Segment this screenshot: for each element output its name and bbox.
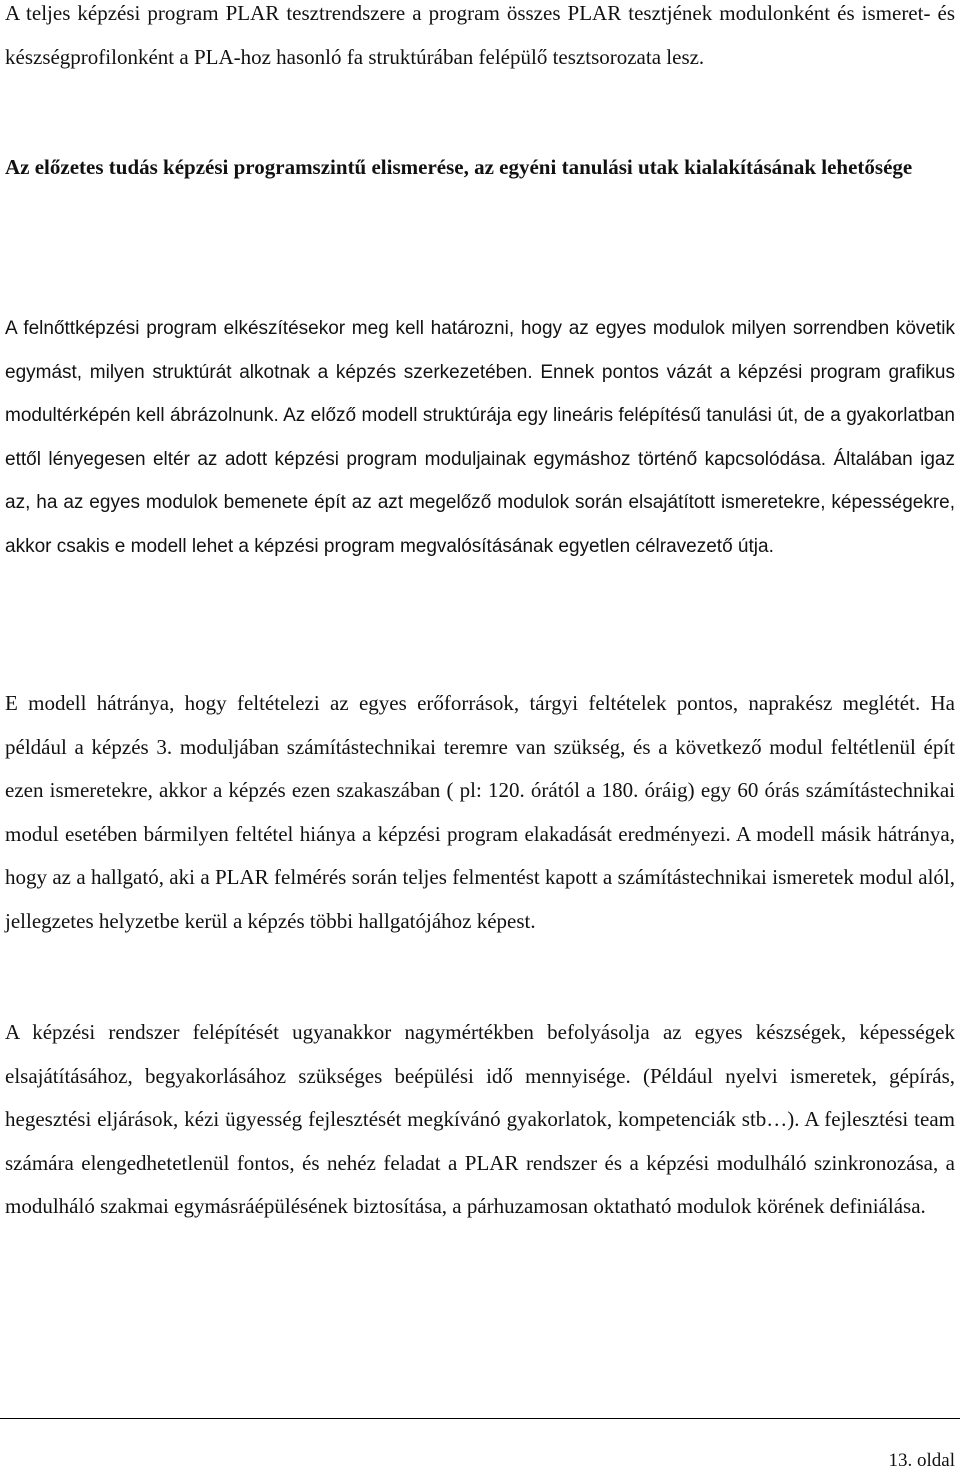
footer-divider (0, 1418, 960, 1419)
paragraph-module-order: A felnőttképzési program elkészítésekor meg kell határozni, hogy az egyes modulok milyen sorrendben követik egymást, milyen struktúrát alkotnak a képzés szerkezetében. Ennek pontos vázát a képzési program grafikus modultérképén kell ábrázolnunk. Az előző modell struktúrája egy lineáris felépítésű tanulási út, de a gyakorlatban ettől lényegesen eltér az adott képzési program moduljainak egymáshoz történő kapcsolódása. Általában igaz az, ha az egyes modulok bemenete épít az azt megelőző modulok során elsajátított ismeretekre, képességekre, akkor csakis e modell lehet a képzési program megvalósításának egyetlen célravezető útja. (5, 318, 955, 557)
paragraph-intro: A teljes képzési program PLAR tesztrendszere a program összes PLAR tesztjének modulonként és ismeret- és készségprofilonként a PLA-hoz hasonló fa struktúrában felépülő tesztsorozata lesz. (5, 1, 955, 69)
paragraph-system-design: A képzési rendszer felépítését ugyanakkor nagymértékben befolyásolja az egyes készségek, képességek elsajátításához, begyakorlásához szükséges beépülési idő mennyisége. (Például nyelvi ismeretek, gépírás, hegesztési eljárások, kézi ügyesség fejlesztését megkívánó gyakorlatok, kompetenciák stb…). A fejlesztési team számára elengedhetetlenül fontos, és nehéz feladat a PLAR rendszer és a képzési modulháló szinkronozása, a modulháló szakmai egymásráépülésének biztosítása, a párhuzamosan oktatható modulok körének definiálása. (5, 1020, 955, 1219)
paragraph-disadvantage: E modell hátránya, hogy feltételezi az egyes erőforrások, tárgyi feltételek pontos, naprakész meglétét. Ha például a képzés 3. moduljában számítástechnikai teremre van szükség, és a következő modul feltétlenül épít ezen ismeretekre, akkor a képzés ezen szakaszában ( pl: 120. órától a 180. óráig) egy 60 órás számítástechnikai modul esetében bármilyen feltétel hiánya a képzési program elakadását eredményezi. A modell másik hátránya, hogy az a hallgató, aki a PLAR felmérés során teljes felmentést kapott a számítástechnikai ismeretek modul alól, jellegzetes helyzetbe kerül a képzés többi hallgatójához képest. (5, 691, 955, 933)
section-heading: Az előzetes tudás képzési programszintű elismerése, az egyéni tanulási utak kialakításának lehetősége (5, 155, 913, 179)
page-number: 13. oldal (888, 1450, 955, 1471)
